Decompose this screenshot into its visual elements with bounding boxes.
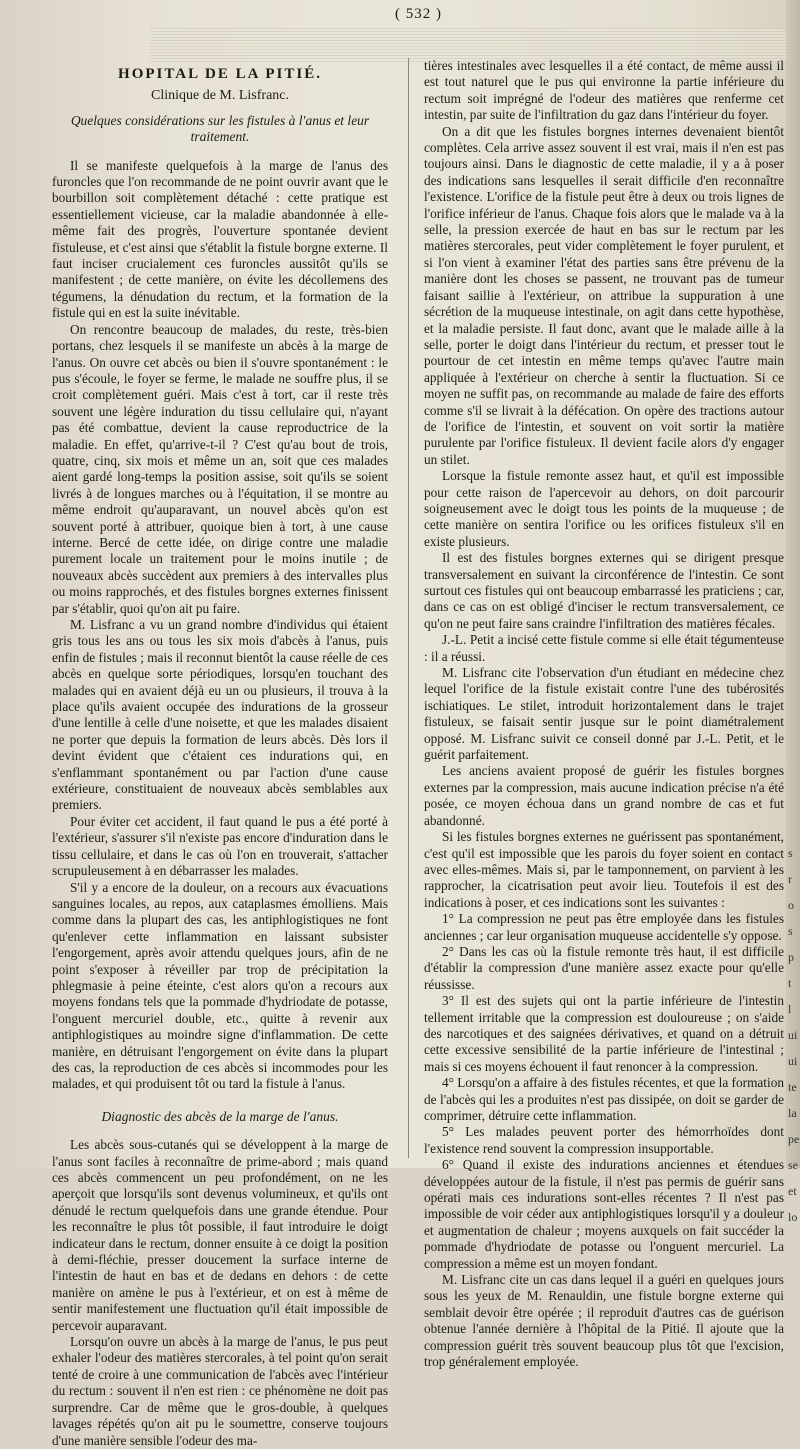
margin-letter: l (788, 1002, 792, 1016)
paragraph: tières intestinales avec lesquelles il a été contact, de même aussi il est tout naturel que le pus qui environne la partie inférieure du rectum soit imprégné de l'odeur des matières que renferme cet intestin, par suite de l'infiltration du gaz dans l'intérieur du foyer. (424, 58, 784, 123)
margin-letter: se (788, 1158, 798, 1172)
paragraph: Pour éviter cet accident, il faut quand le pus a été porté à l'extérieur, s'assurer s'il n'existe pas encore d'induration dans le tissu cellulaire, et dans le cas où l'on en trouverait, s'attacher scrupuleusement à en débarrasser les malades. (52, 813, 388, 879)
article-subtitle: Quelques considérations sur les fistules à l'anus et leur traitement. (70, 112, 370, 145)
margin-letter: pe (788, 1132, 800, 1146)
paragraph: 6° Quand il existe des indurations anciennes et étendues développées autour de la fistule, il n'est pas permis de guérir sans opérati mais ces indurations sont-elles récentes ? Il n'est pas impossible de voir céder aux antiphlogistiques lorsqu'il y a douleur et augmentation de chaleur ; moyens auxquels on fait succéder la pommade d'hydriodate de potasse ou l'onguent mercuriel. La compression a même est un moyen fondant. (424, 1157, 784, 1271)
paragraph: J.-L. Petit a incisé cette fistule comme si elle était tégumenteuse : il a réussi. (424, 632, 784, 664)
margin-letter: te (788, 1080, 797, 1094)
paragraph: 4° Lorsqu'on a affaire à des fistules récentes, et que la formation de l'abcès qui les a produites n'est pas dissipée, on doit se garder de comprimer, détruire cette inflammation. (424, 1075, 784, 1123)
paragraph: Si les fistules borgnes externes ne guérissent pas spontanément, c'est qu'il est impossible que les parois du foyer soient en contact avec elles-mêmes. Mais si, par le tamponnement, on parvient à les rapprocher, la cicatrisation peut avoir lieu. Toutefois il est des indications à poser, et ces indications sont les suivantes : (424, 829, 784, 910)
paragraph: Il est des fistules borgnes externes qui se dirigent presque transversalement en suivant la circonférence de l'intestin. Ce sont surtout ces fistules qui ont beaucoup embarrassé les praticiens ; car, dans ce cas on est obligé d'inciser le rectum transversalement, ce qu'on ne peut faire sans craindre l'infiltration des matières fécales. (424, 550, 784, 631)
paragraph: 5° Les malades peuvent porter des hémorrhoïdes dont l'existence rend souvent la compression insupportable. (424, 1124, 784, 1156)
paragraph: Il se manifeste quelquefois à la marge de l'anus des furoncles que l'on recommande de ne point ouvrir avant que le bourbillon soit complètement détaché : cette pratique est essentiellement vicieuse, car la maladie abandonnée à elle-même fait des progrès, l'ouverture spontanée devient fistuleuse, et c'est ainsi que s'établit la fistule borgne externe. Il faut inciser crucialement ces furoncles aussitôt qu'ils se manifestent ; de cette manière, on évite les décollemens des tégumens, la dénudation du rectum, et la formation de la fistule qui en est la suite inévitable. (52, 157, 388, 321)
paragraph: On a dit que les fistules borgnes internes devenaient bientôt complètes. Cela arrive assez souvent il est vrai, mais il n'en est pas toujours ainsi. Dans le diagnostic de cette maladie, il y a à poser des indications sans lesquelles il serait difficile d'en reconnaître l'existence. L'orifice de la fistule peut être à deux ou trois lignes de l'orifice inférieur de l'anus. Chaque fois alors que le malade va à la selle, la pression exercée de haut en bas sur le rectum par les matières stercorales, peut vider complètement le foyer purulent, et si l'on vient à examiner l'état des parties sans être prévenu de la manière dont les choses se passent, ne trouvant pas de tumeur faisant saillie à l'extérieur, on attribue la suppuration à une sécrétion de la muqueuse intestinale, on agit dans cette hypothèse, et la maladie persiste. Il faut donc, avant que le malade aille à la selle, porter le doigt dans l'intérieur du rectum, et presser tout le pourtour de cet intestin en même temps qu'avec l'autre main appliquée à l'extérieur on cherche à sentir la fluctuation. Si ce moyen ne suffit pas, on recommande au malade de faire des efforts comme s'il se livrait à la défécation. On opère des tractions autour de l'orifice de l'intestin, et souvent on voit sortir la matière purulente par l'orifice fistuleux. Il devient facile alors d'y engager un stilet. (424, 123, 784, 467)
article-heading: HOPITAL DE LA PITIÉ. (118, 66, 322, 82)
column-divider (408, 58, 409, 1158)
header-rule-band (150, 28, 800, 62)
paragraph: Les abcès sous-cutanés qui se développent à la marge de l'anus sont faciles à reconnaître de prime-abord ; mais quand ces abcès commencent un peu profondément, on ne les aperçoit que lorsqu'ils sont devenus volumineux, et qu'ils ont dénudé le rectum quelquefois dans une grande étendue. Pour les reconnaître le plus tôt possible, il faut introduire le doigt indicateur dans le rectum, donner ensuite à ce doigt la position à demi-fléchie, presser doucement la surface interne de l'intestin de haut en bas et de dedans en dehors : de cette manière on amène le pus à l'extérieur, et on est à même de sentir manifestement une fluctuation qu'il était impossible de percevoir auparavant. (52, 1137, 388, 1333)
margin-letter: lo (788, 1210, 798, 1224)
paragraph: 2° Dans les cas où la fistule remonte très haut, il est difficile d'établir la compression d'une manière assez exacte pour qu'elle réussisse. (424, 943, 784, 992)
page-number: ( 532 ) (395, 6, 442, 22)
margin-letter: s (788, 846, 793, 860)
paragraph: Les anciens avaient proposé de guérir les fistules borgnes externes par la compression, mais aucune indication précise n'a été posée, ce moyen échoua dans un grand nombre de cas et fut abandonné. (424, 763, 784, 828)
margin-letter: et (788, 1184, 797, 1198)
clinic-name: Clinique de M. Lisfranc. (150, 88, 290, 104)
margin-letter: o (788, 898, 794, 912)
paragraph: Lorsque la fistule remonte assez haut, et qu'il est impossible pour cette raison de l'apercevoir au dehors, on doit parcourir soigneusement avec le doigt tous les points de la muqueuse ; de cette manière on sentira l'orifice ou les orifices fistuleux s'il en existe plusieurs. (424, 468, 784, 549)
margin-letter: la (788, 1106, 797, 1120)
paragraph: M. Lisfranc cite l'observation d'un étudiant en médecine chez lequel l'orifice de la fistule existait contre l'une des tubérosités ischiatiques. Le stilet, introduit horizontalement dans le trajet fistuleux, se faisait sentir jusque sur le point diamétralement opposé. M. Lisfranc suivit ce conseil donné par J.-L. Petit, et le guérit parfaitement. (424, 665, 784, 763)
section-title: Diagnostic des abcès de la marge de l'anus. (101, 1108, 339, 1124)
margin-letters (788, 840, 800, 1230)
margin-letter: r (788, 872, 792, 886)
left-column (52, 58, 388, 1448)
margin-letter: t (788, 976, 792, 990)
paragraph: M. Lisfranc a vu un grand nombre d'individus qui étaient gris tous les ans ou tous les six mois d'abcès à l'anus, puis enfin de fistules ; mais il reconnut bientôt la cause réelle de ces abcès en quelque sorte périodiques, lorsqu'en touchant des malades qui en avaient déjà eu un ou plusieurs, il trouva à la place qu'ils avaient occupée des indurations de la grosseur d'une lentille à celle d'une noisette, et que les malades disaient ne porter que depuis la formation de leurs abcès. Dès lors il devint évident que c'étaient ces indurations qui, en s'enflammant spontanément ou par l'action d'une cause extérieure, constituaient de nouveaux abcès semblables aux premiers. (52, 617, 388, 813)
margin-letter: ui (788, 1054, 798, 1068)
paragraph: On rencontre beaucoup de malades, du reste, très-bien portans, chez lesquels il se manifeste un abcès à la marge de l'anus. On ouvre cet abcès ou bien il s'ouvre spontanément : le pus s'écoule, le foyer se ferme, le malade ne souffre plus, il se croit complètement guéri. Mais c'est à tort, car il reste très souvent une légère induration du tissu cellulaire qui, n'ayant pas été combattue, devient la cause reproductrice de la maladie. En effet, qu'arrive-t-il ? C'est qu'au bout de trois, quatre, cinq, six mois et même un an, soit que ces malades aient gardé long-temps la position assise, soit qu'ils se soient livrés à de longues marches ou à l'équitation, il se montre au même endroit qu'auparavant, un nouvel abcès qu'on est souvent porté à attribuer, quoique bien à tort, à une cause interne. Bercé de cette idée, on dirige contre une maladie purement locale un traitement pour le moins inutile ; de nouveaux abcès succèdent aux premiers à des intervalles plus ou moins rapprochés, et des fistules borgnes externes finissent par s'établir, quoi qu'on ait pu faire. (52, 321, 388, 616)
paragraph: S'il y a encore de la douleur, on a recours aux évacuations sanguines locales, au repos, aux cataplasmes émolliens. Mais comme dans la plupart des cas, les antiphlogistiques ne font qu'enlever cette inflammation en laissant subsister l'engorgement, après avoir attendu quelques jours, afin de ne point s'exposer à réveiller par trop de précipitation la phlegmasie à peine éteinte, c'est alors qu'on a recours aux moyens fondans tels que la pommade d'hydriodate de potasse, l'onguent mercuriel double, etc., quitte à revenir aux antiphlogistiques au moindre signe d'inflammation. De cette manière, en détruisant l'engorgement on évite dans la plupart des cas, la reproduction de ces abcès si incommodes pour les malades, et qui produisent tôt ou tard la fistule à l'anus. (52, 879, 388, 1092)
paragraph: 1° La compression ne peut pas être employée dans les fistules anciennes ; car leur organisation muqueuse accidentelle s'y oppose. (424, 911, 784, 943)
right-column (424, 58, 784, 1370)
paragraph: Lorsqu'on ouvre un abcès à la marge de l'anus, le pus peut exhaler l'odeur des matières stercorales, à tel point qu'on serait tenté de croire à une communication de l'abcès avec l'intérieur du rectum : souvent il n'en est rien : ce phénomène ne doit pas surprendre. Car de même que le gros-double, à quelques lavages répétés qu'on ait pu le soumettre, conserve toujours d'une manière sensible l'odeur des ma- (52, 1334, 388, 1448)
paragraph: M. Lisfranc cite un cas dans lequel il a guéri en quelques jours sous les yeux de M. Renauldin, une fistule borgne externe qui semblait devoir être opérée ; il reproduit d'autres cas de guérison obtenue l'année dernière à l'hôpital de la Pitié. Il ajoute que la compression guérit très souvent beaucoup plus tôt que l'excision, trop généralement employée. (424, 1272, 784, 1370)
margin-letter: ui (788, 1028, 798, 1042)
paragraph: 3° Il est des sujets qui ont la partie inférieure de l'intestin tellement irritable que la compression est douloureuse ; on s'aide des narcotiques et des saignées dérivatives, et quand on a détruit cette excessive sensibilité de la partie inférieure de l'intestinal ; mais si ces moyens échouent il faut renoncer à la compression. (424, 993, 784, 1074)
margin-letter: p (788, 950, 794, 964)
margin-letter: s (788, 924, 793, 938)
